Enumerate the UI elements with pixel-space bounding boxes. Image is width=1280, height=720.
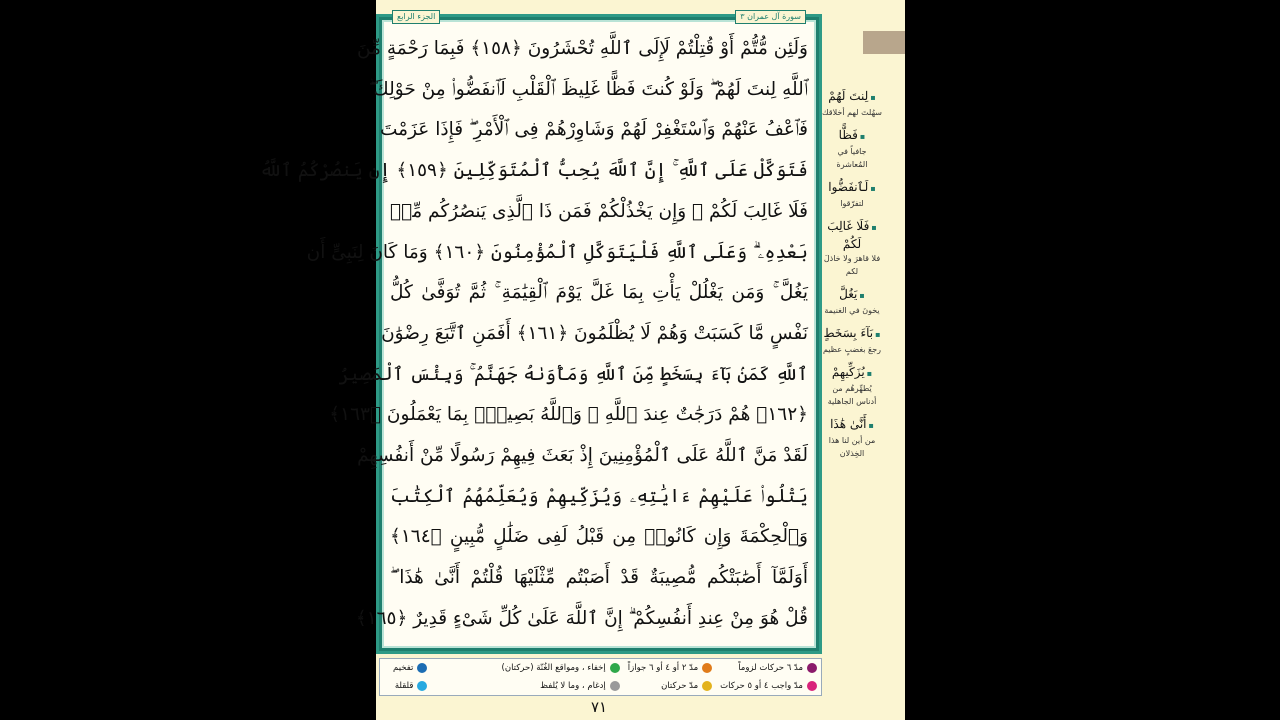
ayah-lines: [259, 30, 808, 638]
page-number: ٧١: [590, 698, 608, 716]
glossary-definition: جافياً في المُعاشرة: [836, 147, 868, 169]
legend-item: [380, 659, 431, 677]
ayah-line: قُلْ هُوَ مِنْ عِندِ أَنفُسِكُمْ ۗ إِنَّ ٱللَّهَ عَلَىٰ كُلِّ شَىْءٍ قَدِيرٌ ﴿١٦٥﴾: [355, 607, 808, 629]
glossary-item: [822, 218, 882, 278]
mushaf-page: [259, 0, 905, 720]
legend-label: تفخيم: [393, 663, 414, 673]
glossary-definition: رجعَ بغضبٍ عظيم: [822, 345, 882, 354]
glossary-definition: فلا قاهرَ ولا خاذلَ لكم: [823, 254, 881, 276]
legend-item: [498, 659, 624, 677]
ayah-line: يَغُلَّ ۚ وَمَن يَغْلُلْ يَأْتِ بِمَا غَلَّ يَوْمَ ٱلْقِيَٰمَةِ ۚ ثُمَّ تُوَفَّىٰ كُلُّ: [390, 282, 808, 304]
legend-dot: [807, 681, 817, 691]
ayah-line: يَتْلُوا۟ عَلَيْهِمْ ءَايَٰتِهِۦ وَيُزَكِّيهِمْ وَيُعَلِّمُهُمُ ٱلْكِتَٰبَ: [390, 485, 808, 507]
ayah-line: نَفْسٍ مَّا كَسَبَتْ وَهُمْ لَا يُظْلَمُونَ ﴿١٦١﴾ أَفَمَنِ ٱتَّبَعَ رِضْوَٰنَ: [381, 322, 808, 344]
legend-label: مدّ ٢ أو ٤ أو ٦ جوازاً: [627, 663, 699, 673]
ayah-line: أَوَلَمَّآ أَصَٰبَتْكُم مُّصِيبَةٌ قَدْ أَصَبْتُم مِّثْلَيْهَا قُلْتُمْ أَنَّىٰ هَٰذَا ۖ: [390, 567, 808, 589]
legend-item: [624, 677, 716, 695]
legend-label: إدغام ، وما لا يُلفظ: [540, 681, 606, 691]
legend-dot: [417, 663, 427, 673]
glossary-item: [822, 127, 882, 171]
ayah-line: فَٱعْفُ عَنْهُمْ وَٱسْتَغْفِرْ لَهُمْ وَشَاوِرْهُمْ فِى ٱلْأَمْرِ ۖ فَإِذَا عَزَمْتَ: [380, 119, 808, 141]
ayah-line: وَٱلْحِكْمَةَ وَإِن كَانُوا۟ مِن قَبْلُ لَفِى ضَلَٰلٍ مُّبِينٍ ﴿١٦٤﴾: [390, 526, 808, 548]
legend-item: [624, 659, 716, 677]
legend-dot: [702, 681, 712, 691]
quran-text-area: [259, 12, 816, 648]
glossary-item: [822, 364, 882, 408]
legend-item: [498, 677, 624, 695]
glossary-definition: يخونَ في الغنيمة: [824, 306, 880, 315]
legend-label: مدّ ٦ حركات لزوماً: [738, 663, 803, 673]
glossary-item: [822, 286, 882, 317]
glossary-item: [822, 325, 882, 356]
ayah-line: ٱللَّهِ لِنتَ لَهُمْ ۖ وَلَوْ كُنتَ فَظًّا غَلِيظَ ٱلْقَلْبِ لَٱنفَضُّوا۟ مِنْ حَوْلِكَ ۖ: [368, 78, 808, 100]
glossary-definition: يُطهِّرهُم من أدناس الجاهلية: [827, 384, 877, 406]
glossary-word: ▪ يُزَكِّيهِمْ: [822, 364, 882, 382]
glossary-definition: من أين لنا هذا الخِذلان: [828, 436, 876, 458]
glossary-sidebar: [822, 88, 882, 468]
glossary-word: ▪ لَٱنفَضُّوا: [822, 179, 882, 197]
glossary-word: ▪ أَنَّىٰ هَٰذَا: [822, 416, 882, 434]
surah-label: سورة آل عمران ٣: [735, 10, 806, 24]
legend-dot: [702, 663, 712, 673]
glossary-item: [822, 179, 882, 210]
legend-spacer: [431, 659, 497, 677]
sidebar-tab: [863, 31, 905, 54]
ayah-line: وَلَئِن مُّتُّمْ أَوْ قُتِلْتُمْ لَإِلَى ٱللَّهِ تُحْشَرُونَ ﴿١٥٨﴾ فَبِمَا رَحْمَةٍ مِّنَ: [356, 38, 808, 59]
legend-label: قلقلة: [394, 681, 414, 691]
glossary-item: [822, 416, 882, 460]
ayah-line: ٱللَّهِ كَمَنۢ بَآءَ بِسَخَطٍ مِّنَ ٱللَّهِ وَمَأْوَىٰهُ جَهَنَّمُ ۚ وَبِئْسَ ٱلْمَصِيرُ: [338, 363, 808, 385]
ayah-line: بَعْدِهِۦ ۗ وَعَلَى ٱللَّهِ فَلْيَتَوَكَّلِ ٱلْمُؤْمِنُونَ ﴿١٦٠﴾ وَمَا كَانَ لِنَبِىٍّ أَن: [306, 241, 808, 263]
ayah-line: فَتَوَكَّلْ عَلَى ٱللَّهِ ۚ إِنَّ ٱللَّهَ يُحِبُّ ٱلْمُتَوَكِّلِينَ ﴿١٥٩﴾ إِن يَنصُرْكُمُ ٱللَّهُ: [259, 160, 808, 182]
glossary-definition: لتفرّقوا: [840, 199, 864, 208]
ayah-line: لَقَدْ مَنَّ ٱللَّهُ عَلَى ٱلْمُؤْمِنِينَ إِذْ بَعَثَ فِيهِمْ رَسُولًا مِّنْ أَنفُسِهِمْ: [357, 445, 808, 467]
quran-text-frame: [259, 12, 822, 654]
legend-dot: [610, 681, 620, 691]
legend-item: [716, 659, 821, 677]
legend-label: مدّ واجب ٤ أو ٥ حركات: [720, 681, 803, 691]
legend-dot: [807, 663, 817, 673]
legend-item: [380, 677, 431, 695]
glossary-word: ▪ يَغُلَّ: [822, 286, 882, 304]
legend-label: إخفاء ، ومواقع الغُنّة (حركتان): [501, 663, 606, 673]
juz-label: الجزء الرابع: [392, 10, 440, 24]
ayah-line: فَلَا غَالِبَ لَكُمْ ۖ وَإِن يَخْذُلْكُمْ فَمَن ذَا ٱلَّذِى يَنصُرُكُم مِّنۢ: [390, 200, 808, 222]
legend-item: [716, 677, 821, 695]
glossary-definition: سهُلتَ لهم أخلاقك: [822, 108, 882, 117]
ayah-line: ﴿١٦٢﴾ هُمْ دَرَجَٰتٌ عِندَ ٱللَّهِ ۗ وَٱللَّهُ بَصِيرٌۢ بِمَا يَعْمَلُونَ ﴿١٦٣﴾: [329, 404, 808, 426]
glossary-word: ▪ فَظًّا: [822, 127, 882, 145]
legend-spacer: [431, 677, 497, 695]
glossary-word: ▪ فَلَا غَالِبَ لَكُمْ: [822, 218, 882, 252]
glossary-word: ▪ بَآءَ بِسَخَطٍ: [822, 325, 882, 343]
legend-dot: [610, 663, 620, 673]
glossary-word: ▪ لِنتَ لَهُمْ: [822, 88, 882, 106]
glossary-item: [822, 88, 882, 119]
legend-dot: [417, 681, 427, 691]
legend-label: مدّ حركتان: [661, 681, 699, 691]
tajweed-legend: [379, 658, 822, 696]
